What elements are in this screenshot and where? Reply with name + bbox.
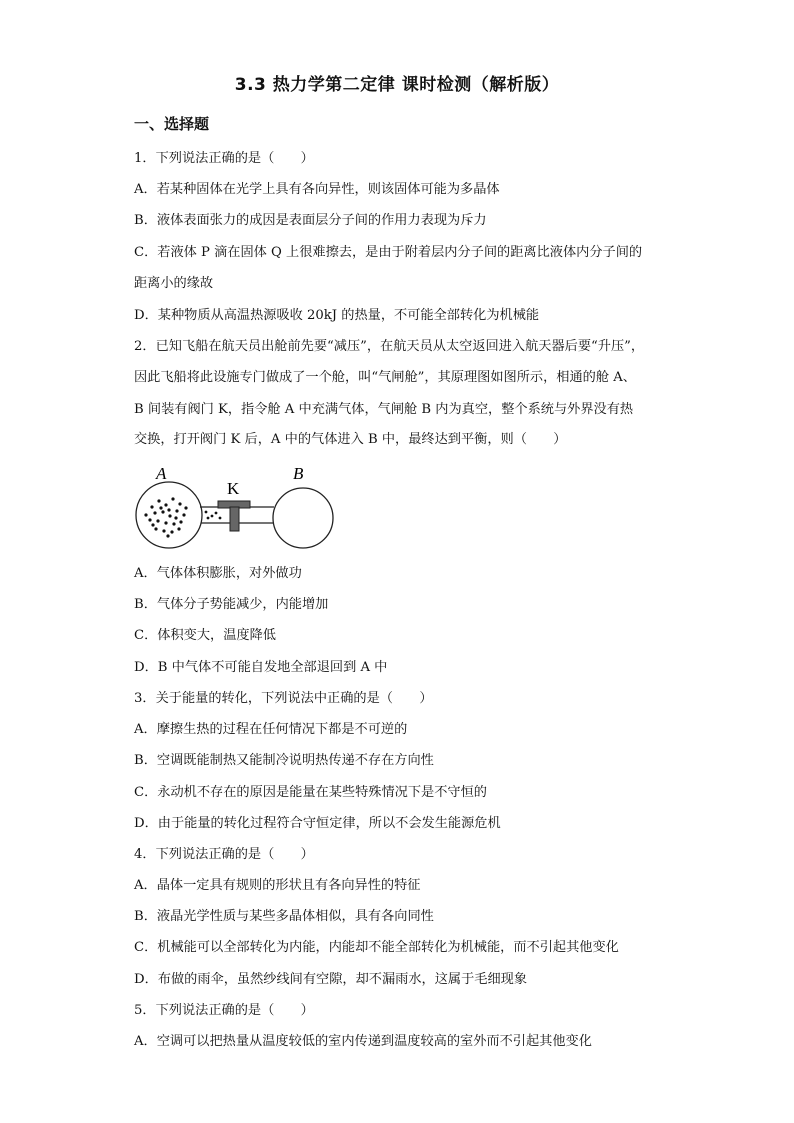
section-heading: 一、选择题 [134,115,210,133]
document-title: 3.3 热力学第二定律 课时检测（解析版） [234,75,560,95]
q3-option-d: D．由于能量的转化过程符合守恒定律，所以不会发生能源危机 [134,816,501,831]
q2-option-b: B．气体分子势能减少，内能增加 [134,597,329,612]
q2-option-c: C．体积变大，温度降低 [134,628,276,643]
q3-option-b: B．空调既能制热又能制冷说明热传递不存在方向性 [134,753,434,768]
q4-option-b: B．液晶光学性质与某些多晶体相似，具有各向同性 [134,909,434,924]
q5-stem: 5．下列说法正确的是（ ） [134,1003,314,1018]
q4-stem: 4．下列说法正确的是（ ） [134,847,314,862]
q2-stem-line2: 因此飞船将此设施专门做成了一个舱，叫“气闸舱”，其原理图如图所示，相通的舱 A、 [134,370,636,385]
q2-stem-line1: 2．已知飞船在航天员出舱前先要“减压”，在航天员从太空返回进入航天器后要“升压”， [134,339,645,354]
q3-stem: 3．关于能量的转化，下列说法中正确的是（ ） [134,691,433,706]
q1-option-c-cont: 距离小的缘故 [134,276,214,291]
q4-option-d: D．布做的雨伞，虽然纱线间有空隙，却不漏雨水，这属于毛细现象 [134,972,528,987]
q2-stem-line3: B 间装有阀门 K，指令舱 A 中充满气体，气闸舱 B 内为真空，整个系统与外界没有热 [134,402,634,417]
q4-option-c: C．机械能可以全部转化为内能，内能却不能全部转化为机械能，而不引起其他变化 [134,940,619,955]
q4-option-a: A．晶体一定具有规则的形状且有各向异性的特征 [134,878,421,893]
q3-option-a: A．摩擦生热的过程在任何情况下都是不可逆的 [134,722,408,737]
q1-option-b: B．液体表面张力的成因是表面层分子间的作用力表现为斥力 [134,213,487,228]
q3-option-c: C．永动机不存在的原因是能量在某些特殊情况下是不守恒的 [134,785,487,800]
q1-option-a: A．若某种固体在光学上具有各向异性，则该固体可能为多晶体 [134,182,500,197]
q2-option-d: D．B 中气体不可能自发地全部退回到 A 中 [134,660,388,675]
q1-option-d: D．某种物质从高温热源吸收 20kJ 的热量，不可能全部转化为机械能 [134,308,540,323]
q1-stem: 1．下列说法正确的是（ ） [134,151,314,166]
airlock-diagram [128,463,348,553]
q2-stem-line4: 交换，打开阀门 K 后，A 中的气体进入 B 中，最终达到平衡，则（ ） [134,432,567,447]
label-k: K [227,479,240,498]
label-b: B [293,464,304,483]
q1-option-c: C．若液体 P 滴在固体 Q 上很难擦去，是由于附着层内分子间的距离比液体内分子间的 [134,245,643,260]
label-a: A [156,464,167,483]
q5-option-a: A．空调可以把热量从温度较低的室内传递到温度较高的室外而不引起其他变化 [134,1034,592,1049]
gas-particles [144,497,221,537]
q2-option-a: A．气体体积膨胀，对外做功 [134,566,302,581]
chamber-b [273,488,333,548]
valve-stem [230,507,239,531]
